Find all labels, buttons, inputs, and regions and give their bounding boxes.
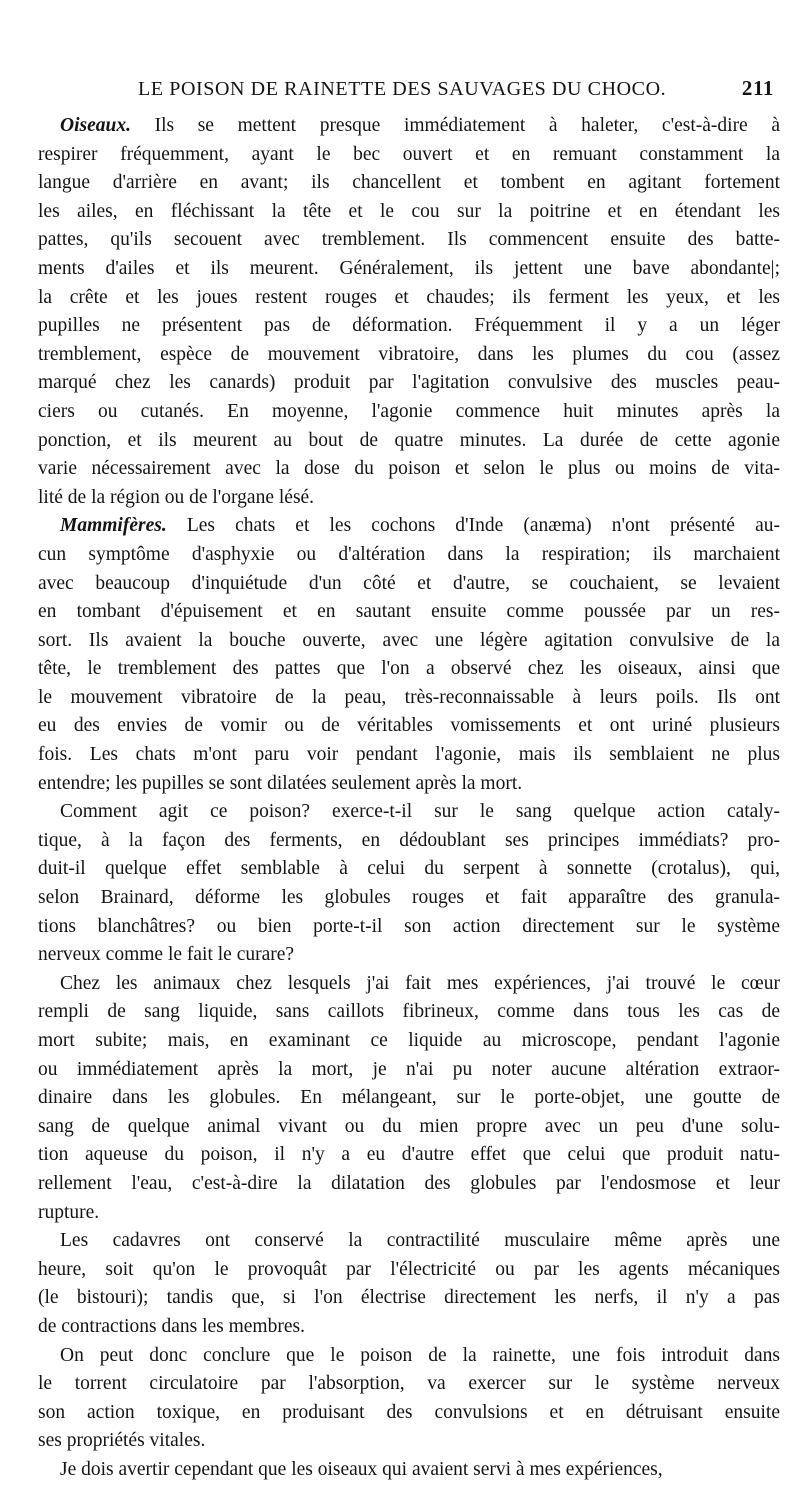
line-text: marqué chez les canards) produit par l'agitation convulsive des muscles peau- [38,372,780,394]
line-text: cun symptôme d'asphyxie ou d'altération dans la respiration; ils marchaient [38,543,780,565]
line-text: dinaire dans les globules. En mélangeant, sur le porte-objet, une goutte de [38,1087,780,1109]
line-text: langue d'arrière en avant; ils chancellent et tombent en agitant fortement [38,172,780,194]
line-text: rellement l'eau, c'est-à-dire la dilatation des globules par l'endosmose et leur [38,1172,780,1194]
line-text: rupture. [38,1201,100,1223]
text-line [38,913,780,942]
text-line [38,770,780,799]
text-line [38,1284,780,1313]
line-text: ses propriétés vitales. [38,1430,206,1452]
text-line [38,1399,780,1428]
line-text: Comment agit ce poison? exerce-t-il sur le sang quelque action cataly- [60,801,780,823]
line-text: en tombant d'épuisement et en sautant ensuite comme poussée par un res- [38,601,780,623]
text-line [38,741,780,770]
text-line [38,169,780,198]
text-line [38,1199,780,1228]
line-text: avec beaucoup d'inquiétude d'un côté et d'autre, se couchaient, se levaient [38,572,780,594]
line-text: mort subite; mais, en examinant ce liquide au microscope, pendant l'agonie [38,1030,780,1051]
line-text: tions blanchâtres? ou bien porte-t-il son action directement sur le système [38,915,780,937]
paragraph-lead: Oiseaux. [60,115,131,136]
line-text: Les cadavres ont conservé la contractilité musculaire même après une [60,1230,780,1252]
line-text: la crête et les joues restent rouges et chaudes; ils ferment les yeux, et les [38,286,780,308]
line-text: (le bistouri); tandis que, si l'on électrise directement les nerfs, il n'y a pas [38,1287,780,1309]
text-line [38,798,780,827]
text-line [38,598,780,627]
line-text: tremblement, espèce de mouvement vibratoire, dans les plumes du cou (assez [38,343,780,365]
text-line [38,1056,780,1085]
line-text: sang de quelque animal vivant ou du mien propre avec un peu d'une solu- [38,1115,780,1137]
line-text: selon Brainard, déforme les globules rouges et fait apparaître des granula- [38,887,780,909]
text-line [38,369,780,398]
text-line [38,1170,780,1199]
line-text: le mouvement vibratoire de la peau, très-reconnaissable à leurs poils. Ils ont [38,686,780,708]
line-text: les ailes, en fléchissant la tête et le cou sur la poitrine et en étendant les [38,200,780,222]
text-line [38,255,780,284]
line-text: On peut donc conclure que le poison de la rainette, une fois introduit dans [60,1344,780,1366]
text-line [38,1313,780,1342]
line-text: lité de la région ou de l'organe lésé. [38,486,315,508]
text-line [38,1113,780,1142]
line-text: pupilles ne présentent pas de déformation. Fréquemment il y a un léger [38,315,780,337]
line-text: tique, à la façon des ferments, en dédoublant ses principes immédiats? pro- [38,829,780,851]
line-text: son action toxique, en produisant des convulsions et en détruisant ensuite [38,1401,780,1423]
text-line [38,884,780,913]
page-number: 211 [741,76,774,100]
line-text: heure, soit qu'on le provoquât par l'électricité ou par les agents mécaniques [38,1258,780,1280]
line-text: Les chats et les cochons d'Inde (anæma) n'ont présenté au- [166,515,780,537]
text-line [38,684,780,713]
text-line [38,484,780,513]
text-line [38,541,780,570]
running-header [38,74,780,108]
line-text: respirer fréquemment, ayant le bec ouvert et en remuant constamment la [38,143,780,165]
text-line [38,1027,780,1056]
text-line [38,1370,780,1399]
text-line [38,855,780,884]
text-line [38,455,780,484]
line-text: duit-il quelque effet semblable à celui du serpent à sonnette (crotalus), qui, [38,858,780,880]
body-text [38,112,780,1485]
line-text: nerveux comme le fait le curare? [38,944,295,966]
text-line [38,827,780,856]
text-line [38,1256,780,1285]
text-line [38,712,780,741]
line-text: eu des envies de vomir ou de véritables vomissements et ont uriné plusieurs [38,715,780,737]
text-line [38,1456,780,1485]
text-line [38,941,780,970]
text-line [38,627,780,656]
text-line [38,570,780,599]
line-text: fois. Les chats m'ont paru voir pendant l'agonie, mais ils semblaient ne plus [38,744,780,766]
line-text: ponction, et ils meurent au bout de quatre minutes. La durée de cette agonie [38,429,780,451]
paragraph [38,512,780,798]
text-line [38,1227,780,1256]
paragraph [38,970,780,1227]
paragraph [38,1342,780,1456]
text-line [38,141,780,170]
paragraph [38,798,780,970]
line-text: ments d'ailes et ils meurent. Généralement, ils jettent une bave abondante|; [38,257,780,279]
book-page [38,74,780,1485]
running-title: LE POISON DE RAINETTE DES SAUVAGES DU CHOCO. [138,78,667,100]
text-line [38,655,780,684]
line-text: ou immédiatement après la mort, je n'ai pu noter aucune altération extraor- [38,1058,780,1080]
paragraph-lead: Mammifères. [60,515,167,537]
line-text: pattes, qu'ils secouent avec tremblement. Ils commencent ensuite des batte- [38,229,780,251]
text-line [38,284,780,313]
text-line [38,512,780,541]
line-text: de contractions dans les membres. [38,1315,305,1337]
line-text: varie nécessairement avec la dose du poison et selon le plus ou moins de vita- [38,458,780,480]
line-text: entendre; les pupilles se sont dilatées seulement après la mort. [38,772,523,794]
text-line [38,398,780,427]
line-text: tion aqueuse du poison, il n'y a eu d'autre effet que celui que produit natu- [38,1144,780,1166]
line-text: Ils se mettent presque immédiatement à haleter, c'est-à-dire à [130,115,780,136]
text-line [38,1141,780,1170]
line-text: tête, le tremblement des pattes que l'on a observé chez les oiseaux, ainsi que [38,658,780,680]
text-line [38,226,780,255]
text-line [38,970,780,999]
line-text: Je dois avertir cependant que les oiseaux qui avaient servi à mes expériences, [60,1458,663,1480]
text-line [38,427,780,456]
line-text: rempli de sang liquide, sans caillots fibrineux, comme dans tous les cas de [38,1001,780,1023]
text-line [38,312,780,341]
text-line [38,1084,780,1113]
paragraph [38,1456,780,1485]
line-text: ciers ou cutanés. En moyenne, l'agonie commence huit minutes après la [38,400,780,422]
line-text: le torrent circulatoire par l'absorption, va exercer sur le système nerveux [38,1373,780,1395]
text-line [38,1342,780,1371]
paragraph [38,1227,780,1341]
text-line [38,341,780,370]
paragraph [38,112,780,512]
text-line [38,198,780,227]
text-line [38,1427,780,1456]
line-text: sort. Ils avaient la bouche ouverte, avec une légère agitation convulsive de la [38,629,780,651]
line-text: Chez les animaux chez lesquels j'ai fait mes expériences, j'ai trouvé le cœur [60,972,780,994]
text-line [38,112,780,141]
text-line [38,998,780,1027]
